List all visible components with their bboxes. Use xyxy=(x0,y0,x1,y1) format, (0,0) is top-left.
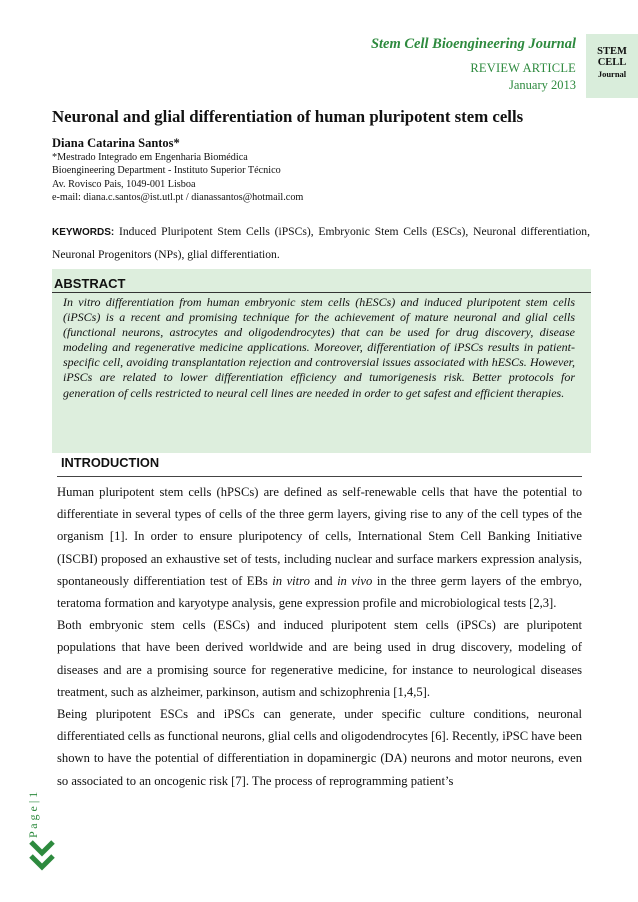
affiliation-line: *Mestrado Integrado em Engenharia Biomédica xyxy=(52,152,248,163)
italic-term: in vivo xyxy=(337,573,373,588)
paragraph: Being pluripotent ESCs and iPSCs can generate, under specific culture conditions, neuronal differentiated cells as functional neurons, glial cells and oligodendrocytes [6]. Recently, iPSC have been shown to have the potential of differentiation in dopaminergic (DA) neurons and motor neurons, even so associated to an oncogenic risk [7]. The process of reprogramming patient’s xyxy=(57,707,582,788)
abstract-heading: ABSTRACT xyxy=(54,276,126,291)
paragraph: Both embryonic stem cells (ESCs) and induced pluripotent stem cells (iPSCs) are pluripotent populations that have been derived worldwide and are being used in drug discovery, modeling of diseases and are a promising source for regenerative medicine, for instance to neurological diseases treatment, such as alzheimer, parkinson, autism and schizophrenia [1,4,5]. xyxy=(57,618,582,699)
journal-header xyxy=(371,36,576,93)
logo-line-stem: STEM xyxy=(597,46,627,57)
abstract-text: In vitro differentiation from human embryonic stem cells (hESCs) and induced pluripotent stem cells (iPSCs) is a recent and promising technique for the achievement of mature neuronal and glial cells (functional neurons, astrocytes and oligodendrocytes) that can be used for drug discovery, disease modeling and regenerative medicine applications. Moreover, differentiation of iPSCs results in patient-specific cell, avoiding transplantation rejection and controversial issues associated with hESCs. However, iPSCs are related to lower differentiation efficiency and tumorigenesis risk. Better protocols for generation of cells restricted to neural cell lines are needed in order to get safest and efficient therapies. xyxy=(63,295,575,400)
abstract-box xyxy=(52,269,591,453)
article-type: REVIEW ARTICLE xyxy=(470,61,576,75)
affiliation-line: Bioengineering Department - Instituto Superior Técnico xyxy=(52,165,281,177)
introduction-heading: INTRODUCTION xyxy=(61,455,160,470)
journal-name: Stem Cell Bioengineering Journal xyxy=(370,36,576,52)
journal-logo xyxy=(586,34,638,98)
affiliation-block xyxy=(52,151,303,205)
author-name: Diana Catarina Santos* xyxy=(52,136,180,150)
introduction-divider xyxy=(57,476,582,477)
paragraph-text: Human pluripotent stem cells (hPSCs) are defined as self-renewable cells that have the potential to differentiate in several types of cells of the three germ layers, giving rise to any of the cell types of the organism [1]. In order to ensure pluripotency of cells, International Stem Cell Banking Initiative (ISCBI) proposed an exhaustive set of tests, including nuclear and surface markers expression analysis, spontaneously differentiation test of EBs xyxy=(57,485,582,588)
keywords-text: Induced Pluripotent Stem Cells (iPSCs), Embryonic Stem Cells (ESCs), Neuronal differentiation, Neuronal Progenitors (NPs), glial differentiation. xyxy=(52,225,590,261)
paragraph xyxy=(57,481,582,614)
logo-line-journal: Journal xyxy=(597,69,627,79)
abstract-divider xyxy=(52,292,591,293)
article-date: January 2013 xyxy=(509,78,576,92)
keywords-label: KEYWORDS: xyxy=(52,227,115,238)
paragraph-text: and xyxy=(309,573,338,588)
email-line[interactable]: e-mail: diana.c.santos@ist.utl.pt / dianassantos@hotmail.com xyxy=(52,192,304,204)
introduction-body xyxy=(57,481,582,792)
paragraph-text: in the three germ layers of the embryo, teratoma formation and karyotype analysis, gene expression profile and microbiological tests [2,3]. xyxy=(57,573,583,611)
article-title: Neuronal and glial differentiation of human pluripotent stem cells xyxy=(52,107,524,126)
italic-term: in vitro xyxy=(272,573,310,588)
keywords xyxy=(52,221,590,266)
logo-line-cell: CELL xyxy=(597,57,627,68)
double-chevron-down-icon xyxy=(28,838,56,878)
affiliation-line: Av. Rovisco Pais, 1049-001 Lisboa xyxy=(52,178,196,190)
page-number: P a g e | 1 xyxy=(26,791,40,838)
